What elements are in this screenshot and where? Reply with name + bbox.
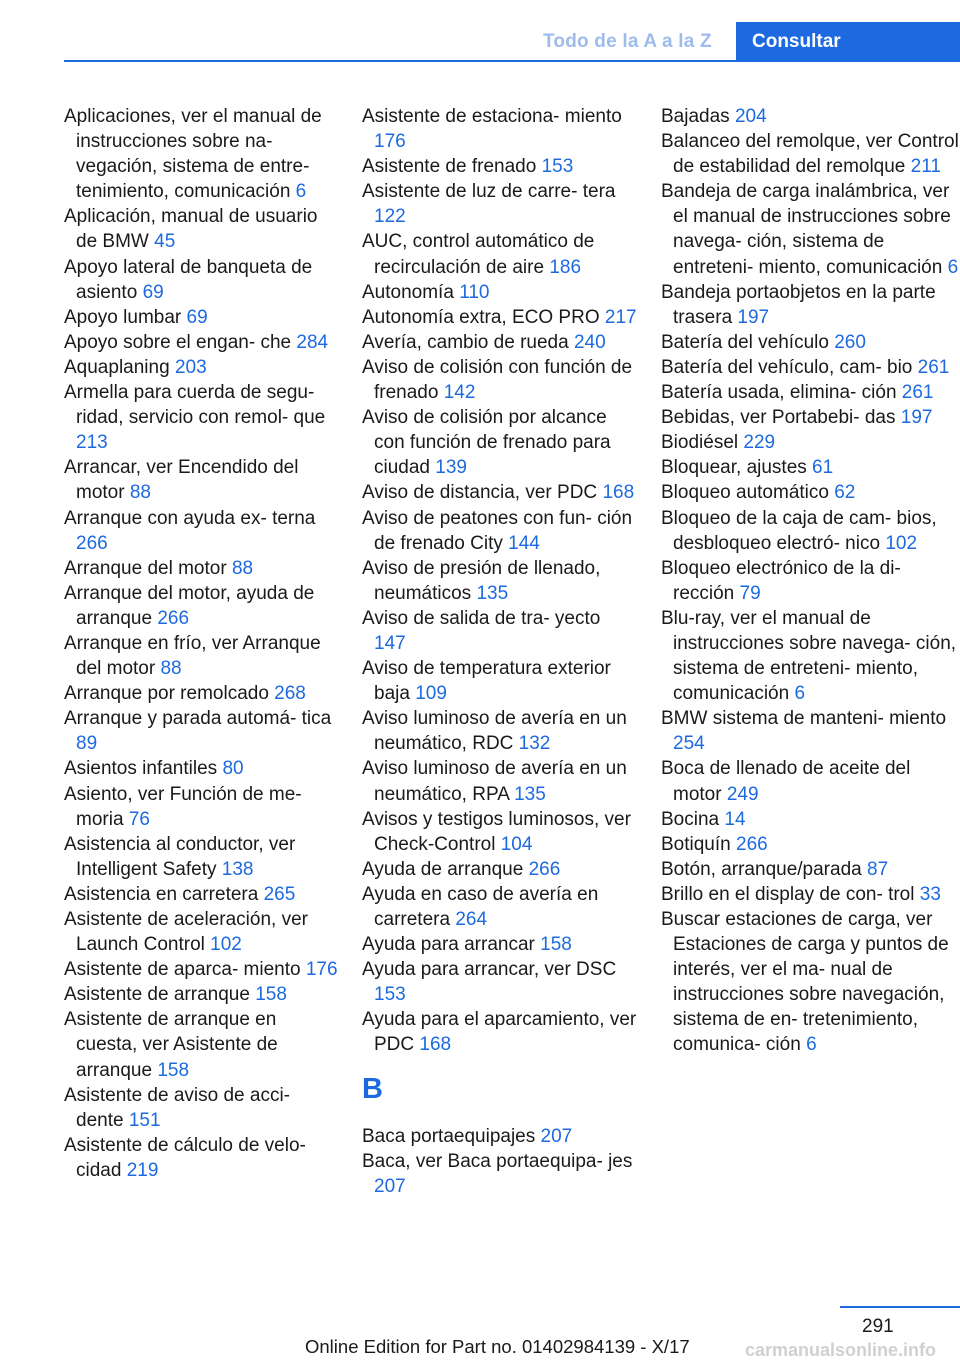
entry-text: Ayuda en caso de avería en carretera (362, 883, 599, 930)
entry-text: Bocina (661, 808, 720, 830)
page-link[interactable]: 197 (900, 407, 933, 429)
page-link[interactable]: 88 (129, 482, 151, 504)
entry-text: Batería del vehículo (661, 331, 829, 353)
page-link[interactable]: 6 (794, 683, 806, 705)
entry-text: Ayuda para el aparcamiento, ver PDC (362, 1009, 637, 1056)
index-entry (661, 179, 960, 279)
entry-text: Bloqueo automático (661, 482, 829, 504)
page-link[interactable]: 62 (834, 482, 856, 504)
index-entry (64, 455, 339, 505)
index-entry (64, 1133, 339, 1183)
index-entry (64, 706, 339, 756)
page-link[interactable]: 109 (415, 683, 447, 705)
page-link[interactable]: 168 (419, 1034, 452, 1056)
index-entry (362, 305, 637, 330)
index-entry (64, 255, 339, 305)
index-entry (362, 932, 637, 957)
index-entry (362, 154, 637, 179)
entry-text: Asientos infantiles (64, 758, 218, 780)
page-link[interactable]: 186 (549, 256, 582, 278)
entry-text: Aviso de distancia, ver PDC (362, 482, 598, 504)
page-link[interactable]: 88 (160, 658, 182, 680)
page-link[interactable]: 254 (673, 733, 705, 755)
entry-text: Aviso luminoso de avería en un neumático, RDC (362, 708, 627, 755)
page-link[interactable]: 153 (541, 156, 574, 178)
index-entry (362, 807, 637, 857)
index-entry (64, 907, 339, 957)
page-link[interactable]: 176 (374, 131, 406, 153)
page-link[interactable]: 89 (76, 733, 98, 755)
page-link[interactable]: 268 (274, 683, 306, 705)
index-entry (64, 957, 339, 982)
entry-text: Apoyo lateral de banqueta de asiento (64, 256, 313, 303)
entry-text: Asistente de arranque en cuesta, ver Asistente de arranque (64, 1009, 278, 1081)
page-link[interactable]: 33 (919, 883, 941, 905)
entry-text: Bandeja de carga inalámbrica, ver el manual de instrucciones sobre navega‐ ción, sistema de entreteni‐ miento, comunicación (661, 181, 951, 278)
index-entry (64, 355, 339, 380)
page-link[interactable]: 261 (917, 356, 950, 378)
page-number: 291 (862, 1316, 894, 1337)
entry-text: Arranque por remolcado (64, 683, 269, 705)
page-link[interactable]: 79 (739, 582, 761, 604)
entry-text: Aviso de temperatura exterior baja (362, 658, 611, 705)
entry-text: Asistente de cálculo de velo‐ cidad (64, 1134, 306, 1181)
page-link[interactable]: 122 (374, 206, 406, 228)
page-link[interactable]: 264 (455, 909, 488, 930)
entry-text: Asiento, ver Función de me‐ moria (64, 783, 302, 830)
entry-text: Bandeja portaobjetos en la parte trasera (661, 281, 936, 328)
page-link[interactable]: 266 (157, 607, 190, 629)
page-link[interactable]: 142 (443, 382, 476, 404)
index-entry (661, 882, 960, 907)
entry-text: Aplicaciones, ver el manual de instrucciones sobre na‐ vegación, sistema de entre‐ tenimiento, comunicación (64, 106, 322, 203)
index-entry (661, 857, 960, 882)
entry-text: Ayuda para arrancar, ver DSC (362, 959, 617, 981)
page-link[interactable]: 266 (76, 532, 108, 554)
page-link[interactable]: 61 (812, 457, 834, 479)
entry-text: Batería del vehículo, cam‐ bio (661, 356, 913, 378)
page-link[interactable]: 14 (724, 808, 746, 830)
entry-text: Baca portaequipajes (362, 1125, 536, 1147)
page-link[interactable]: 110 (459, 281, 490, 303)
index-entry (661, 907, 960, 1058)
entry-text: Arranque con ayuda ex‐ terna (64, 507, 316, 529)
edition-footer: Online Edition for Part no. 01402984139 - X/17 (305, 1336, 690, 1357)
entry-text: Arranque del motor (64, 557, 227, 579)
page-link[interactable]: 240 (573, 331, 606, 353)
entry-text: Apoyo sobre el engan‐ che (64, 331, 292, 353)
page-link[interactable]: 6 (947, 256, 959, 278)
entry-text: Buscar estaciones de carga, ver Estaciones de carga y puntos de interés, ver el ma‐ nual de instrucciones sobre navegación, sistema de en‐ tretenimiento, comunica‐ ción (661, 909, 949, 1056)
index-entry (661, 606, 960, 706)
entry-text: Asistente de aparca‐ miento (64, 959, 301, 981)
index-entry (661, 455, 960, 480)
page-link[interactable]: 104 (500, 833, 533, 855)
page-link[interactable]: 260 (834, 331, 866, 353)
entry-text: Asistencia en carretera (64, 883, 259, 905)
index-entry (362, 556, 637, 606)
section-title: Todo de la A a la Z (543, 31, 712, 52)
index-entry (661, 430, 960, 455)
index-entry (64, 330, 339, 355)
index-entry (661, 556, 960, 606)
entry-text: Bajadas (661, 106, 730, 127)
index-column-3 (661, 104, 960, 1058)
index-entry (64, 581, 339, 631)
index-entry (362, 405, 637, 480)
entry-text: Botón, arranque/parada (661, 858, 862, 880)
entry-text: Ayuda de arranque (362, 858, 524, 880)
page-link[interactable]: 168 (602, 482, 635, 504)
index-entry (64, 982, 339, 1007)
page-link[interactable]: 211 (910, 156, 941, 178)
entry-text: Autonomía (362, 281, 454, 303)
index-entry (64, 756, 339, 781)
entry-text: Asistente de arranque (64, 984, 250, 1006)
page-link[interactable]: 6 (806, 1034, 817, 1056)
index-entry (64, 681, 339, 706)
index-entry (64, 104, 339, 204)
entry-text: Avisos y testigos luminosos, ver Check-Control (362, 808, 631, 855)
index-entry (64, 1083, 339, 1133)
index-entry (64, 832, 339, 882)
entry-text: Asistente de frenado (362, 156, 537, 178)
page-link[interactable]: 151 (128, 1109, 161, 1131)
page-link[interactable]: 102 (885, 532, 918, 554)
page-link[interactable]: 69 (186, 306, 208, 328)
entry-text: Bloqueo electrónico de la di‐ rección (661, 557, 901, 604)
index-entry (362, 280, 637, 305)
header-rule (64, 60, 960, 62)
index-entry (362, 957, 637, 1007)
index-entry (362, 656, 637, 706)
page-link[interactable]: 6 (295, 181, 307, 203)
entry-text: Asistente de estaciona‐ miento (362, 106, 622, 127)
page-link[interactable]: 266 (528, 858, 561, 880)
entry-text: Arranque y parada automá‐ tica (64, 708, 332, 730)
entry-text: Aplicación, manual de usuario de BMW (64, 206, 318, 253)
page-link[interactable]: 147 (374, 632, 406, 654)
index-entry (362, 330, 637, 355)
index-entry (362, 857, 637, 882)
index-entry (362, 1124, 637, 1149)
index-column-1 (64, 104, 339, 1183)
entry-text: Avería, cambio de rueda (362, 331, 569, 353)
index-entry (661, 129, 960, 179)
entry-text: Bloquear, ajustes (661, 457, 807, 479)
page-link[interactable]: 69 (142, 281, 164, 303)
index-entry (661, 355, 960, 380)
index-entry (362, 756, 637, 806)
page-link[interactable]: 203 (174, 356, 207, 378)
page-link[interactable]: 158 (540, 934, 572, 956)
page-link[interactable]: 176 (305, 959, 338, 981)
entry-text: Asistente de luz de carre‐ tera (362, 181, 616, 203)
index-entry (64, 506, 339, 556)
entry-text: BMW sistema de manteni‐ miento (661, 708, 947, 730)
column-2-entries (362, 104, 637, 1058)
page-link[interactable]: 138 (221, 858, 254, 880)
index-entry (362, 1149, 637, 1199)
page-link[interactable]: 158 (255, 984, 287, 1006)
page-link[interactable]: 204 (734, 106, 767, 127)
page-link[interactable]: 158 (157, 1059, 190, 1081)
entry-text: Asistente de aceleración, ver Launch Control (64, 909, 308, 956)
page-link[interactable]: 76 (128, 808, 150, 830)
index-entry (661, 104, 960, 129)
section-b-entries (362, 1124, 637, 1199)
consultar-tab (736, 22, 960, 62)
index-entry (661, 380, 960, 405)
entry-text: Ayuda para arrancar (362, 934, 535, 956)
page-link[interactable]: 249 (726, 783, 759, 805)
entry-text: AUC, control automático de recirculación de aire (362, 231, 595, 278)
page-link[interactable]: 207 (540, 1125, 573, 1147)
entry-text: Aviso luminoso de avería en un neumático, RPA (362, 758, 627, 805)
page-link[interactable]: 88 (231, 557, 254, 579)
letter-heading-b: B (362, 1072, 383, 1105)
index-entry (64, 882, 339, 907)
index-entry (661, 706, 960, 756)
index-entry (64, 631, 339, 681)
page-link[interactable]: 213 (76, 432, 108, 454)
entry-text: Arrancar, ver Encendido del motor (64, 457, 299, 504)
entry-text: Arranque en frío, ver Arranque del motor (64, 632, 321, 680)
entry-text: Botiquín (661, 833, 731, 855)
index-entry (362, 882, 637, 932)
index-entry (64, 556, 339, 581)
page-link[interactable]: 217 (604, 306, 637, 328)
page-link[interactable]: 219 (126, 1159, 159, 1181)
index-entry (362, 229, 637, 279)
page-link[interactable]: 229 (743, 432, 776, 454)
index-entry (661, 506, 960, 556)
index-entry (661, 330, 960, 355)
index-entry (362, 355, 637, 405)
entry-text: Brillo en el display de con‐ trol (661, 883, 915, 905)
index-entry (661, 832, 960, 857)
entry-text: Aquaplaning (64, 356, 170, 378)
page-link[interactable]: 197 (737, 306, 770, 328)
index-entry (64, 1007, 339, 1082)
entry-text: Aviso de salida de tra‐ yecto (362, 607, 601, 629)
page-link[interactable]: 87 (867, 858, 889, 880)
entry-text: Aviso de colisión por alcance con función de frenado para ciudad (362, 407, 611, 479)
entry-text: Balanceo del remolque, ver Control de estabilidad del remolque (661, 131, 959, 178)
index-entry (64, 380, 339, 455)
page-link[interactable]: 284 (296, 331, 329, 353)
page-link[interactable]: 45 (154, 231, 176, 253)
entry-text: Blu-ray, ver el manual de instrucciones sobre navega‐ ción, sistema de entreteni‐ miento, comunicación (661, 607, 957, 705)
index-entry (362, 179, 637, 229)
entry-text: Aviso de colisión con función de frenado (362, 356, 633, 404)
page-link[interactable]: 144 (508, 532, 540, 554)
entry-text: Baca, ver Baca portaequipa‐ jes (362, 1150, 633, 1172)
entry-text: Asistente de aviso de acci‐ dente (64, 1084, 291, 1131)
index-entry (362, 1007, 637, 1057)
entry-text: Boca de llenado de aceite del motor (661, 758, 911, 805)
entry-text: Bebidas, ver Portabebi‐ das (661, 407, 896, 429)
page-link[interactable]: 266 (736, 833, 768, 855)
page-link[interactable]: 80 (222, 758, 244, 780)
entry-text: Apoyo lumbar (64, 306, 182, 328)
index-entry (64, 204, 339, 254)
entry-text: Aviso de peatones con fun‐ ción de frenado City (362, 507, 633, 554)
entry-text: Arranque del motor, ayuda de arranque (64, 582, 315, 629)
index-entry (661, 807, 960, 832)
page-link[interactable]: 135 (476, 582, 509, 604)
index-entry (661, 480, 960, 505)
entry-text: Batería usada, elimina‐ ción (661, 382, 897, 404)
index-entry (362, 706, 637, 756)
page-link[interactable]: 261 (901, 382, 934, 404)
page-link[interactable]: 265 (263, 883, 296, 905)
footer-rule (840, 1306, 960, 1308)
page-link[interactable]: 153 (374, 984, 406, 1006)
entry-text: Autonomía extra, ECO PRO (362, 306, 600, 328)
index-entry (64, 782, 339, 832)
entry-text: Asistencia al conductor, ver Intelligent Safety (64, 833, 296, 880)
index-entry (362, 480, 637, 505)
watermark: carmanualsonline.info (745, 1340, 937, 1360)
entry-text: Biodiésel (661, 432, 739, 454)
page-link[interactable]: 102 (210, 934, 242, 956)
index-entry (661, 280, 960, 330)
index-entry (661, 756, 960, 806)
index-entry (362, 506, 637, 556)
index-column-2 (362, 104, 637, 1199)
index-entry (64, 305, 339, 330)
entry-text: Armella para cuerda de segu‐ ridad, servicio con remol‐ que (64, 382, 326, 429)
index-entry (661, 405, 960, 430)
page-link[interactable]: 139 (435, 457, 467, 479)
page-link[interactable]: 207 (374, 1175, 406, 1197)
entry-text: Bloqueo de la caja de cam‐ bios, desbloqueo electró‐ nico (661, 507, 937, 554)
index-entry (362, 104, 637, 154)
index-entry (362, 606, 637, 656)
entry-text: Aviso de presión de llenado, neumáticos (362, 557, 601, 604)
consultar-tab-label: Consultar (752, 31, 841, 52)
page-link[interactable]: 132 (518, 733, 551, 755)
page-link[interactable]: 135 (514, 783, 546, 805)
